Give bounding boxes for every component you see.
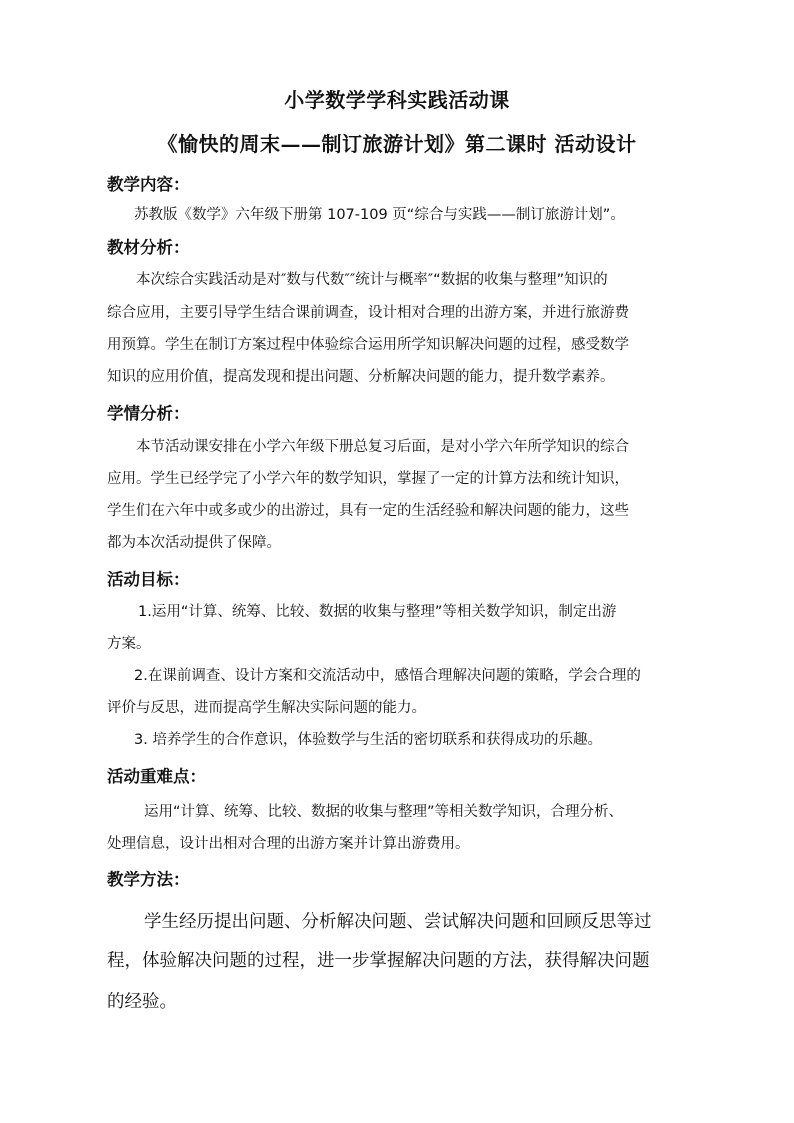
paragraph-line: 苏教版《数学》六年级下册第 107-109 页“综合与实践——制订旅游计划”。 bbox=[134, 207, 625, 223]
paragraph-line: 都为本次活动提供了保障。 bbox=[107, 535, 281, 551]
paragraph-line: 处理信息，设计出相对合理的出游方案并计算出游费用。 bbox=[107, 836, 470, 852]
objective-line: 2.在课前调查、设计方案和交流活动中，感悟合理解决问题的策略，学会合理的 bbox=[134, 668, 641, 684]
paragraph-line: 知识的应用价值，提高发现和提出问题、分析解决问题的能力，提升数学素养。 bbox=[107, 369, 615, 385]
paragraph-line: 学生们在六年中或多或少的出游过，具有一定的生活经验和解决问题的能力，这些 bbox=[107, 503, 629, 519]
objective-line: 评价与反思，进而提高学生解决实际问题的能力。 bbox=[107, 700, 426, 716]
paragraph-line: 程，体验解决问题的过程，进一步掌握解决问题的方法，获得解决问题 bbox=[107, 951, 650, 971]
document-title: 小学数学学科实践活动课 bbox=[284, 88, 510, 112]
paragraph-line: 学生经历提出问题、分析解决问题、尝试解决问题和回顾反思等过 bbox=[144, 912, 652, 932]
section-heading-key-points: 活动重难点： bbox=[107, 767, 206, 786]
section-heading-student-analysis: 学情分析： bbox=[107, 404, 190, 423]
section-heading-content: 教学内容： bbox=[107, 175, 190, 194]
paragraph-line: 本次综合实践活动是对″数与代数″″统计与概率″“数据的收集与整理”知识的 bbox=[136, 272, 608, 288]
section-heading-textbook-analysis: 教材分析： bbox=[107, 238, 190, 257]
paragraph-line: 本节活动课安排在小学六年级下册总复习后面，是对小学六年所学知识的综合 bbox=[136, 439, 629, 455]
section-heading-methods: 教学方法： bbox=[107, 870, 190, 889]
paragraph-line: 用预算。学生在制订方案过程中体验综合运用所学知识解决问题的过程，感受数学 bbox=[107, 337, 629, 353]
objective-line: 方案。 bbox=[107, 636, 151, 652]
objective-line: 1.运用“计算、统筹、比较、数据的收集与整理”等相关数学知识，制定出游 bbox=[138, 604, 617, 620]
section-heading-objectives: 活动目标： bbox=[107, 570, 190, 589]
paragraph-line: 运用“计算、统筹、比较、数据的收集与整理”等相关数学知识，合理分析、 bbox=[144, 804, 624, 820]
document-subtitle: 《愉快的周末——制订旅游计划》第二课时 活动设计 bbox=[157, 132, 637, 156]
objective-line: 3. 培养学生的合作意识，体验数学与生活的密切联系和获得成功的乐趣。 bbox=[134, 732, 602, 748]
paragraph-line: 综合应用，主要引导学生结合课前调查，设计相对合理的出游方案，并进行旅游费 bbox=[107, 305, 629, 321]
paragraph-line: 的经验。 bbox=[107, 992, 177, 1012]
paragraph-line: 应用。学生已经学完了小学六年的数学知识，掌握了一定的计算方法和统计知识， bbox=[107, 471, 629, 487]
